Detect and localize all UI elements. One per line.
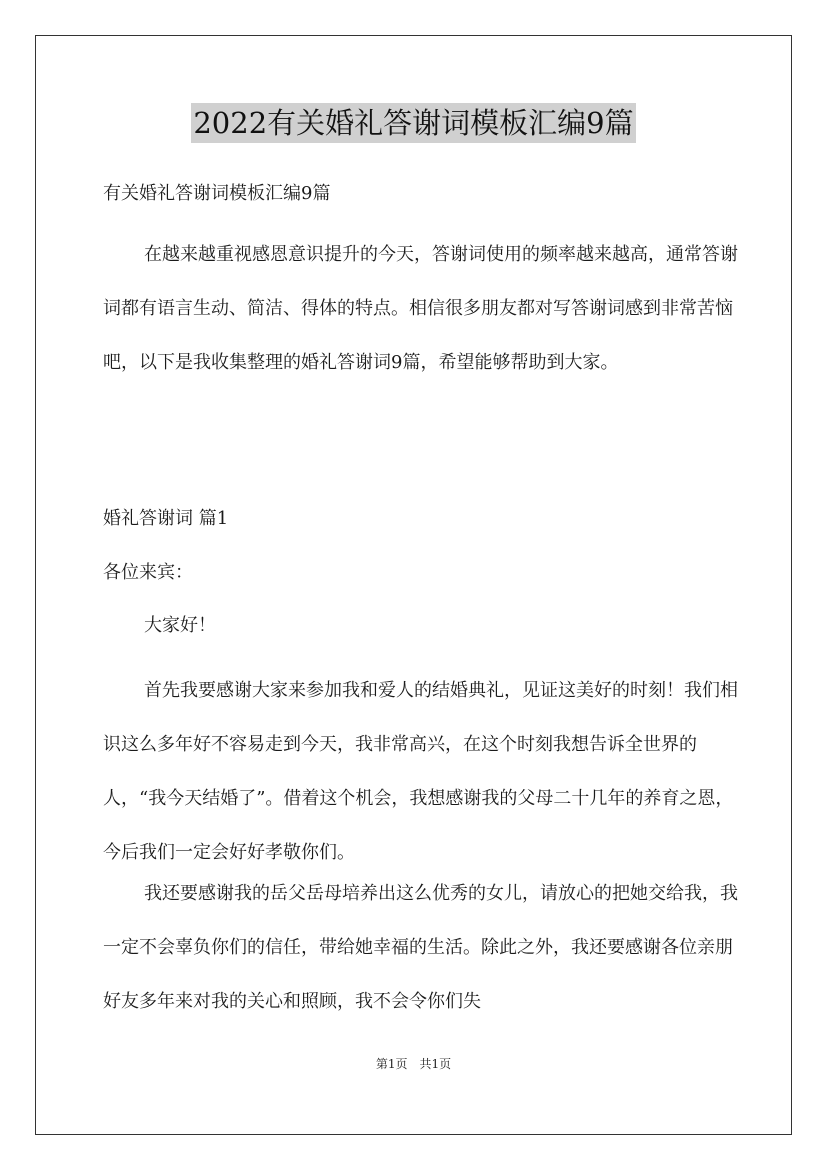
section-heading: 婚礼答谢词 篇1 bbox=[103, 508, 229, 529]
document-subtitle: 有关婚礼答谢词模板汇编9篇 bbox=[103, 183, 331, 204]
title-container bbox=[0, 103, 827, 143]
page-footer: 第1页 共1页 bbox=[375, 1057, 452, 1071]
body-paragraph-2: 我还要感谢我的岳父岳母培养出这么优秀的女儿，请放心的把她交给我，我一定不会辜负你们的信任，带给她幸福的生活。除此之外，我还要感谢各位亲朋好友多年来对我的关心和照顾，我不会令你们失 bbox=[103, 883, 738, 1012]
hello-line: 大家好！ bbox=[144, 615, 216, 636]
body-paragraph-1: 首先我要感谢大家来参加我和爱人的结婚典礼，见证这美好的时刻！我们相识这么多年好不容易走到今天，我非常高兴，在这个时刻我想告诉全世界的人，“我今天结婚了”。借着这个机会，我想感谢我的父母二十几年的养育之恩，今后我们一定会好好孝敬你们。 bbox=[103, 680, 738, 863]
greeting-line: 各位来宾： bbox=[103, 562, 193, 583]
document-title: 2022有关婚礼答谢词模板汇编9篇 bbox=[191, 103, 635, 143]
intro-paragraph: 在越来越重视感恩意识提升的今天，答谢词使用的频率越来越高，通常答谢词都有语言生动、简洁、得体的特点。相信很多朋友都对写答谢词感到非常苦恼吧，以下是我收集整理的婚礼答谢词9篇，希望能够帮助到大家。 bbox=[103, 244, 738, 373]
